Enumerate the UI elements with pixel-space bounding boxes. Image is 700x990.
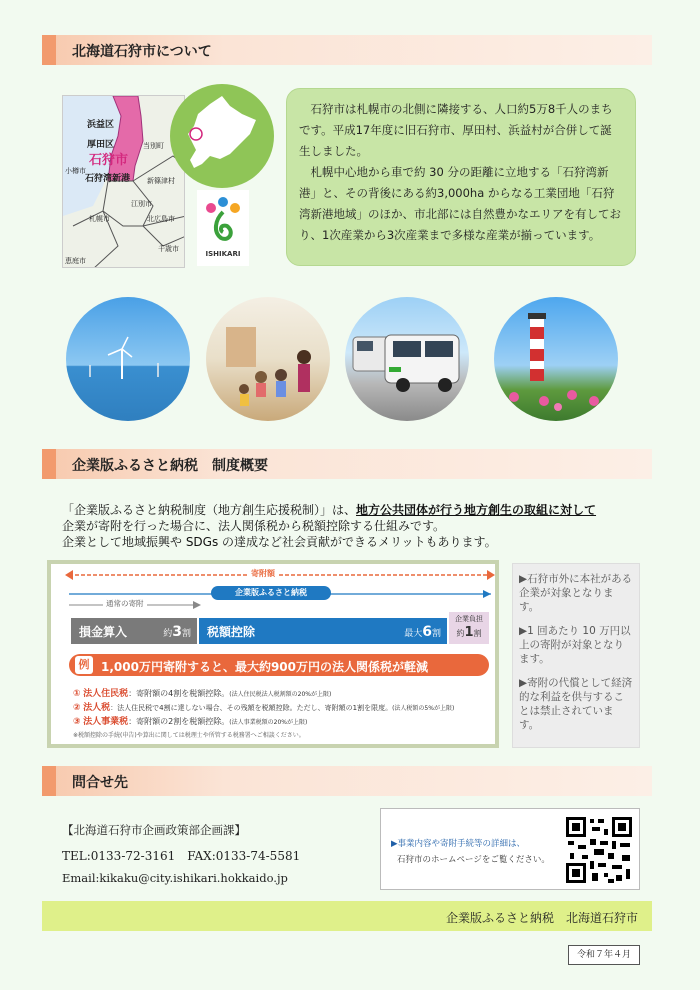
map-label-otaru: 小樽市 — [65, 167, 86, 175]
issue-date: 令和７年４月 — [568, 945, 640, 965]
contact-department: 【北海道石狩市企画政策部企画課】 — [62, 823, 246, 837]
company-burden-label: 企業負担 — [455, 615, 483, 623]
qr-text-2: 石狩市のホームページをご覧ください。 — [397, 855, 550, 865]
map-label-atsuta: 厚田区 — [87, 140, 115, 150]
info-paragraph-1: 石狩市は札幌市の北側に隣接する、人口約5万8千人のまちです。平成17年度に旧石狩市、厚田村、浜益村が合併して誕生しました。 — [299, 102, 613, 158]
intro-text-c: 企業として地域振興や SDGs の達成など社会貢献ができるメリットもあります。 — [62, 535, 497, 549]
footer-bar — [42, 901, 652, 931]
map-label-hamamasu: 浜益区 — [87, 120, 115, 130]
kigyoban-label: 企業版ふるさと納税 — [211, 586, 331, 600]
contact-email[interactable]: Email:kikaku@city.ishikari.hokkaido.jp — [62, 871, 288, 885]
section-header-about — [42, 35, 652, 65]
wind-turbine-icon — [66, 297, 190, 421]
tax-line-1: ① 法人住民税：寄附額の4割を税額控除。(法人住民税法人税割額の20%が上限) — [73, 689, 332, 699]
tax-credit-diagram — [47, 560, 499, 748]
homepage-qr-box — [380, 808, 640, 890]
lighthouse-icon — [494, 297, 618, 421]
logo-text: ISHIKARI — [205, 250, 241, 258]
deduction-label: 損金算入 — [79, 625, 128, 639]
system-intro — [62, 502, 596, 550]
map-label-ishikari: 石狩市 — [89, 153, 129, 168]
van-icon — [345, 297, 469, 421]
section-title: 企業版ふるさと納税 制度概要 — [72, 458, 268, 474]
qr-code-icon[interactable] — [564, 815, 634, 885]
photo-vans — [345, 297, 469, 421]
contact-tel-fax: TEL:0133-72-3161 FAX:0133-74-5581 — [62, 849, 301, 863]
tax-credit-label: 税額控除 — [207, 625, 256, 639]
example-badge: 例 — [75, 656, 93, 674]
tax-credit-bar — [199, 618, 447, 644]
map-label-shinko: 石狩湾新港 — [85, 174, 131, 184]
company-burden-bar — [449, 612, 489, 644]
map-label-ebetsu: 江別市 — [131, 200, 152, 208]
section-title: 北海道石狩市について — [72, 44, 212, 60]
ishikari-logo — [197, 190, 249, 266]
photo-nursery — [206, 297, 330, 421]
hokkaido-location-circle — [170, 84, 274, 188]
donation-amount-label: 寄附額 — [247, 568, 279, 579]
company-burden-ratio: 約1割 — [456, 625, 482, 640]
section-header-contact — [42, 766, 652, 796]
tax-line-3: ③ 法人事業税：寄附額の2割を税額控除。(法人事業税額の20%が上限) — [73, 717, 308, 727]
hokkaido-silhouette-icon — [170, 84, 274, 188]
map-label-chitose: 千歳市 — [158, 245, 179, 253]
example-text: 1,000万円寄附すると、最大約900万円の法人関係税が軽減 — [101, 660, 429, 674]
note-item: ▶石狩市外に本社がある企業が対象となります。 — [519, 573, 633, 613]
deduction-ratio: 約3割 — [163, 624, 191, 640]
footer-text: 企業版ふるさと納税 北海道石狩市 — [445, 911, 638, 925]
city-mark-icon — [197, 190, 249, 248]
section-title: 問合せ先 — [72, 775, 128, 791]
map-label-shinshinotsu: 新篠津村 — [147, 177, 175, 185]
eligibility-notes — [512, 563, 640, 748]
map-label-sapporo: 札幌市 — [89, 215, 110, 223]
info-paragraph-2: 札幌中心地から車で約 30 分の距離に立地する「石狩湾新港」と、その背後にある約3,000ha からなる工業団地「石狩湾新港地域」のほか、市北部には自然豊かなエリアを有しており、1次産業から3次産業まで多様な産業が揃っています。 — [299, 165, 621, 242]
children-icon — [206, 297, 330, 421]
map-label-kitahiroshima: 北広島市 — [147, 215, 175, 223]
city-info-box — [286, 88, 636, 266]
map-label-eniwa: 恵庭市 — [65, 257, 86, 265]
section-accent — [42, 449, 56, 479]
donation-arrow — [65, 566, 495, 584]
tax-credit-ratio: 最大6割 — [404, 624, 441, 640]
deduction-bar — [71, 618, 197, 644]
intro-text-b: 企業が寄附を行った場合に、法人関係税から税額控除する仕組みです。 — [62, 519, 446, 533]
photo-wind-turbines — [66, 297, 190, 421]
intro-text-a: 「企業版ふるさと納税制度（地方創生応援税制）」は、 — [62, 503, 357, 517]
qr-text-1: ▶事業内容や寄附手続等の詳細は、 — [391, 839, 526, 849]
normal-donation-label: 通常の寄附 — [103, 598, 147, 609]
section-accent — [42, 766, 56, 796]
section-accent — [42, 35, 56, 65]
tax-line-2: ② 法人税：法人住民税で4割に達しない場合、その残額を税額控除。ただし、寄附額の1割を限度。(法人税額の5%が上限) — [73, 703, 455, 713]
photo-lighthouse — [494, 297, 618, 421]
intro-text-underline: 地方公共団体が行う地方創生の取組に対して — [356, 503, 597, 517]
ishikari-map — [62, 95, 185, 268]
note-item: ▶寄附の代償として経済的な利益を供与することは禁止されています。 — [519, 677, 633, 731]
map-label-tobetsu: 当別町 — [143, 142, 164, 150]
note-item: ▶1 回あたり 10 万円以上の寄附が対象となります。 — [519, 625, 631, 665]
example-banner — [69, 654, 489, 676]
section-header-overview — [42, 449, 652, 479]
diagram-footnote: ※税額控除の手続(申告)や算出に関しては税理士や所管する税務署へご相談ください。 — [73, 732, 305, 739]
